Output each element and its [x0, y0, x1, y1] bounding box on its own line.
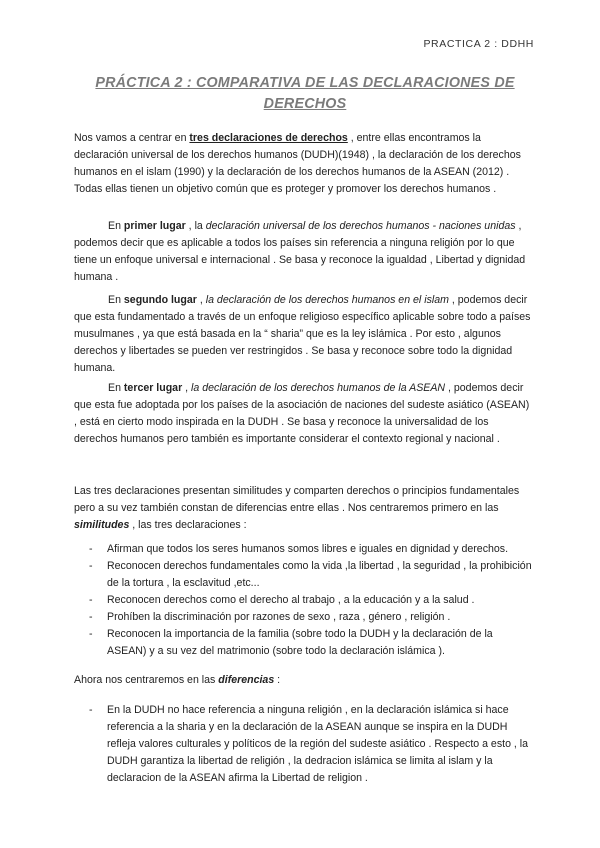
list-item: - Reconocen derechos como el derecho al trabajo , a la educación y a la salud .: [74, 592, 534, 609]
document-title: PRÁCTICA 2 : COMPARATIVA DE LAS DECLARACIONES DE DERECHOS: [95, 75, 515, 112]
paragraph-keyword: tercer lugar: [123, 382, 183, 394]
differences-list: [74, 702, 534, 787]
similarities-list: [74, 541, 534, 660]
intro-text-rest: , entre ellas encontramos la declaración universal de los derechos humanos (DUDH)(1948) , la declaración de los derechos humanos en el islam (1990) y la declaración de los derechos humanos de la ASEAN (2012) . Todas ellas tienen un objetivo común que es proteger y promover los derechos humanos .: [74, 132, 521, 195]
similarities-intro: [74, 483, 534, 534]
paragraph-lead: En: [108, 294, 124, 306]
differences-keyword: diferencias: [218, 674, 275, 686]
page-header: PRACTICA 2 : DDHH: [423, 38, 534, 50]
list-item: - Reconocen la importancia de la familia (sobre todo la DUDH y la declaración de la ASEAN) y a su vez del matrimonio (sobre todo la declaración islámica ).: [74, 626, 534, 660]
differences-text-post: :: [274, 674, 281, 686]
similarities-keyword: similitudes: [74, 519, 130, 531]
similarities-text-pre: Las tres declaraciones presentan similitudes y comparten derechos o principios fundamentales pero a su vez también constan de diferencias entre ellas . Nos centraremos primero en las: [74, 485, 520, 514]
paragraph-mid: ,: [196, 294, 206, 306]
paragraph-rest: , podemos decir que esta fundamentado a través de un enfoque religioso específico aplicable sobre todo a países musulmanes , ya que está basada en la “ sharia” que es la ley islámica . Por esto , algunos derechos y libertades se pueden ver restringidos . Se basa y reconoce sobre todo la dignidad humana.: [74, 294, 531, 374]
differences-intro: [74, 672, 534, 689]
list-item: - Prohíben la discriminación por razones de sexo , raza , género , religión .: [74, 609, 534, 626]
paragraph-second: [74, 292, 534, 377]
paragraph-third: [74, 380, 534, 448]
paragraph-rest: , podemos decir que esta fue adoptada por los países de la asociación de naciones del sudeste asiático (ASEAN) , está en cierto modo inspirada en la DUDH . Se basa y reconoce la universalidad de los derechos humanos pero también es importante considerar el contexto regional y nacional .: [74, 382, 530, 445]
list-item: - Afirman que todos los seres humanos somos libres e iguales en dignidad y derechos.: [74, 541, 534, 558]
paragraph-lead: En: [108, 382, 124, 394]
paragraph-italic: la declaración de los derechos humanos en el islam: [205, 294, 449, 306]
paragraph-first: [74, 218, 534, 286]
similarities-text-post: , las tres declaraciones :: [129, 519, 247, 531]
list-item: - Reconocen derechos fundamentales como la vida ,la libertad , la seguridad , la prohibición de la tortura , la esclavitud ,etc...: [74, 558, 534, 592]
paragraph-rest: , podemos decir que es aplicable a todos los países sin referencia a ninguna religión por lo que tiene un enfoque universal e internacional . Se basa y reconoce la igualdad , Libertad y dignidad humana .: [74, 220, 526, 283]
intro-keyword: tres declaraciones de derechos: [189, 132, 348, 144]
paragraph-keyword: primer lugar: [123, 220, 186, 232]
intro-paragraph: [74, 130, 534, 198]
intro-text-pre: Nos vamos a centrar en: [74, 132, 190, 144]
paragraph-lead: En: [108, 220, 124, 232]
paragraph-italic: declaración universal de los derechos humanos - naciones unidas: [205, 220, 516, 232]
paragraph-italic: la declaración de los derechos humanos de la ASEAN: [191, 382, 446, 394]
list-item: - En la DUDH no hace referencia a ninguna religión , en la declaración islámica si hace referencia a la sharia y en la declaración de la ASEAN aunque se inspira en la DUDH refleja valores culturales y políticos de la región del sudeste asiático . Respecto a esto , la DUDH garantiza la libertad de religión , la dedracion islámica se limita al islam y la declaracion de la ASEAN afirma la Libertad de religion .: [74, 702, 534, 787]
paragraph-keyword: segundo lugar: [123, 294, 197, 306]
paragraph-mid: , la: [185, 220, 206, 232]
paragraph-mid: ,: [182, 382, 192, 394]
differences-text-pre: Ahora nos centraremos en las: [74, 674, 219, 686]
